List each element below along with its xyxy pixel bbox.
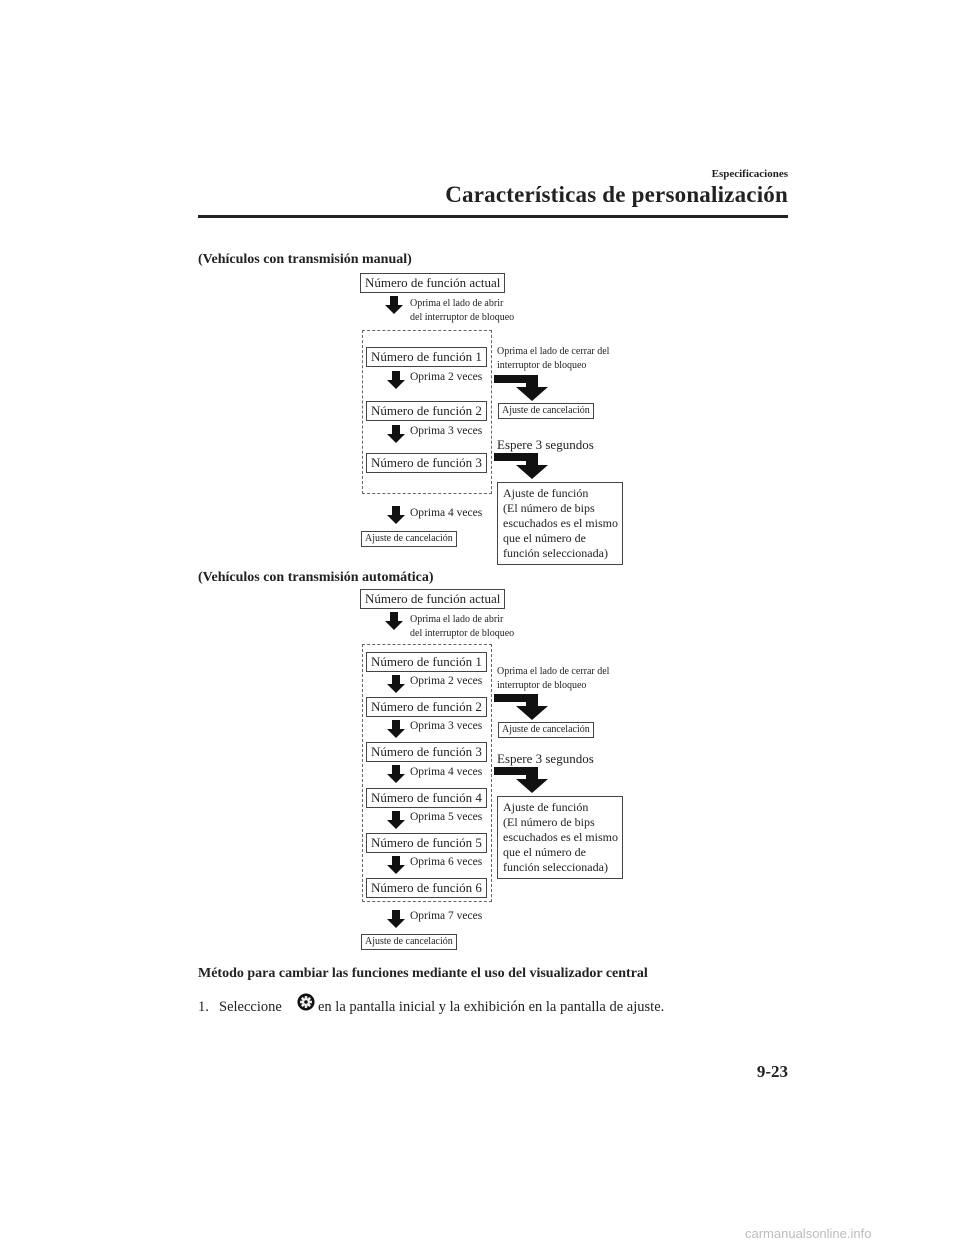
bent-arrow-icon	[494, 453, 550, 479]
step-text-after: en la pantalla inicial y la exhibición en la pantalla de ajuste.	[318, 999, 665, 1015]
page-number: 9-23	[756, 1062, 788, 1081]
wait-label: Espere 3 segundos	[497, 751, 594, 766]
page-title: Características de personalización	[445, 182, 788, 207]
function-setting-box	[497, 796, 623, 879]
function-4-box: Número de función 4	[366, 788, 487, 808]
final-press-label: Oprima 4 veces	[410, 507, 483, 519]
final-press-label: Oprima 7 veces	[410, 910, 483, 922]
close-cancel-box: Ajuste de cancelación	[498, 722, 594, 738]
function-2-box: Número de función 2	[366, 697, 487, 717]
watermark: carmanualsonline.info	[745, 1226, 872, 1241]
wait-label: Espere 3 segundos	[497, 437, 594, 452]
close-cancel-box: Ajuste de cancelación	[498, 403, 594, 419]
function-2-box: Número de función 2	[366, 401, 487, 421]
bent-arrow-icon	[494, 375, 550, 401]
press-label: Oprima 3 veces	[410, 425, 483, 437]
down-arrow-icon	[384, 296, 404, 314]
function-5-box: Número de función 5	[366, 833, 487, 853]
down-arrow-icon	[384, 612, 404, 630]
down-arrow-icon	[386, 765, 406, 783]
close-press-label-2: interruptor de bloqueo	[497, 360, 587, 371]
close-press-label-1: Oprima el lado de cerrar del	[497, 346, 610, 357]
press-label: Oprima 3 veces	[410, 720, 483, 732]
result-line: escuchados es el mismo	[503, 830, 618, 844]
press-label: Oprima 4 veces	[410, 766, 483, 778]
down-arrow-icon	[386, 371, 406, 389]
result-line: escuchados es el mismo	[503, 516, 618, 530]
press-label: Oprima 6 veces	[410, 856, 483, 868]
result-line: Ajuste de función	[503, 486, 589, 500]
cancel-setting-box: Ajuste de cancelación	[361, 531, 457, 547]
press-label: Oprima 2 veces	[410, 675, 483, 687]
result-line: (El número de bips	[503, 501, 595, 515]
result-line: Ajuste de función	[503, 800, 589, 814]
function-1-box: Número de función 1	[366, 652, 487, 672]
down-arrow-icon	[386, 856, 406, 874]
title-rule	[198, 215, 788, 218]
down-arrow-icon	[386, 720, 406, 738]
current-function-box: Número de función actual	[360, 589, 505, 609]
press-label: Oprima 2 veces	[410, 371, 483, 383]
manual-heading: (Vehículos con transmisión manual)	[198, 252, 412, 267]
automatic-heading: (Vehículos con transmisión automática)	[198, 570, 434, 585]
method-heading: Método para cambiar las funciones mediante el uso del visualizador central	[198, 966, 648, 981]
result-line: que el número de	[503, 845, 586, 859]
open-press-label-2: del interruptor de bloqueo	[410, 628, 515, 639]
section-kicker: Especificaciones	[711, 168, 788, 180]
function-setting-box	[497, 482, 623, 565]
result-line: función seleccionada)	[503, 546, 608, 560]
press-label: Oprima 5 veces	[410, 811, 483, 823]
function-3-box: Número de función 3	[366, 742, 487, 762]
close-press-label-2: interruptor de bloqueo	[497, 680, 587, 691]
down-arrow-icon	[386, 425, 406, 443]
open-press-label-1: Oprima el lado de abrir	[410, 298, 504, 309]
cancel-setting-box: Ajuste de cancelación	[361, 934, 457, 950]
result-line: función seleccionada)	[503, 860, 608, 874]
close-press-label-1: Oprima el lado de cerrar del	[497, 666, 610, 677]
function-3-box: Número de función 3	[366, 453, 487, 473]
open-press-label-2: del interruptor de bloqueo	[410, 312, 515, 323]
function-6-box: Número de función 6	[366, 878, 487, 898]
open-press-label-1: Oprima el lado de abrir	[410, 614, 504, 625]
down-arrow-icon	[386, 675, 406, 693]
down-arrow-icon	[386, 811, 406, 829]
result-line: que el número de	[503, 531, 586, 545]
current-function-box: Número de función actual	[360, 273, 505, 293]
settings-gear-icon	[297, 993, 315, 1011]
step-number: 1.	[198, 999, 209, 1015]
function-1-box: Número de función 1	[366, 347, 487, 367]
bent-arrow-icon	[494, 767, 550, 793]
step-text-before: Seleccione	[219, 999, 282, 1015]
down-arrow-icon	[386, 910, 406, 928]
down-arrow-icon	[386, 506, 406, 524]
result-line: (El número de bips	[503, 815, 595, 829]
bent-arrow-icon	[494, 694, 550, 720]
